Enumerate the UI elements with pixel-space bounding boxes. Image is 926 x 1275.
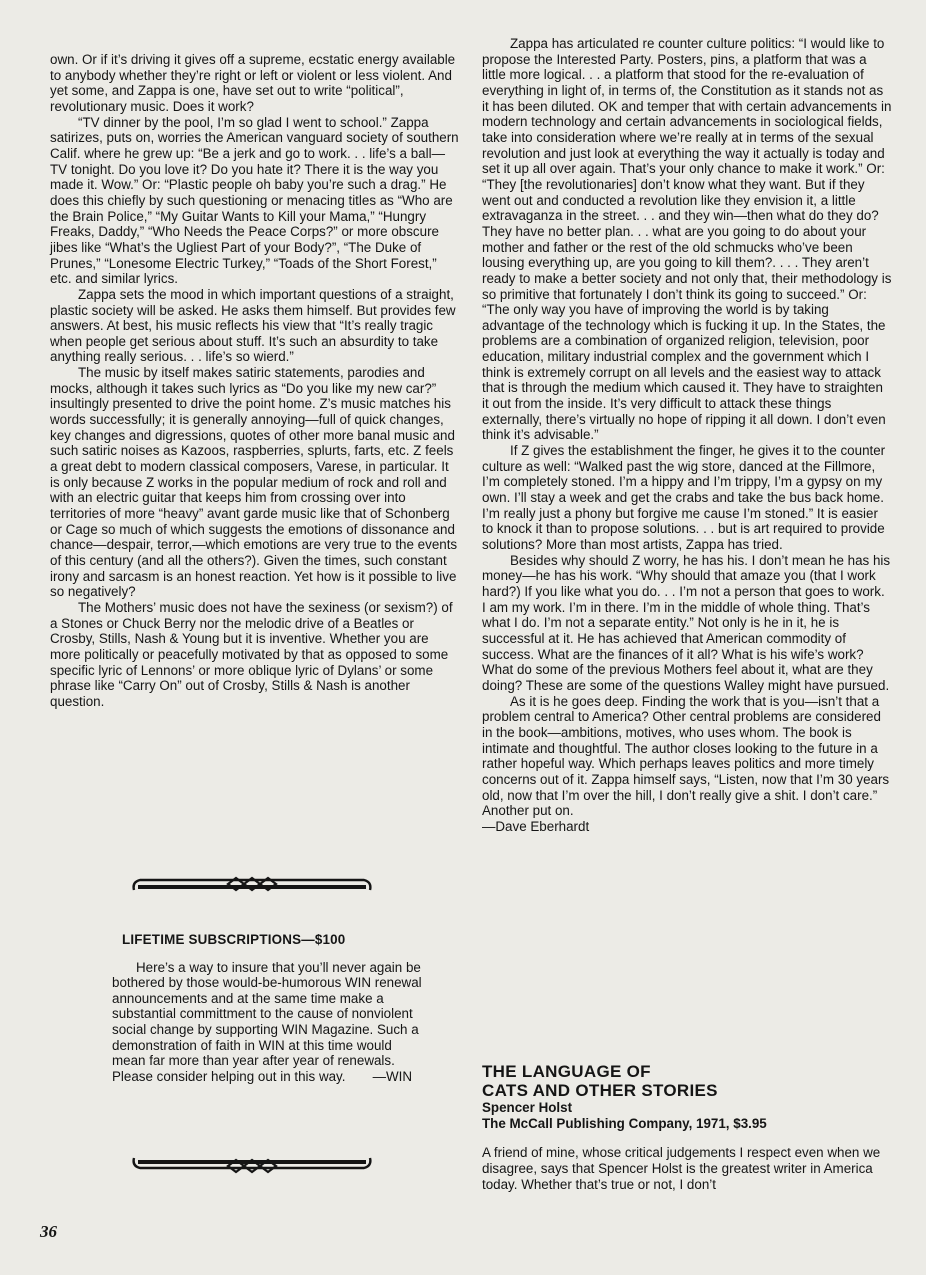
article-signature: —Dave Eberhardt [482,818,590,834]
ornament-divider-icon [128,868,376,898]
review-title-line-1: THE LANGUAGE OF [482,1062,651,1081]
left-paragraph: own. Or if it’s driving it gives off a supreme, ecstatic energy available to anybody whether they’re right or left or violent or less violent. And yet some, and Zappa is one, have set out to write “political”, revolutionary music. Does it work? [50,52,456,114]
left-paragraph: Zappa sets the mood in which important questions of a straight, plastic society will be asked. He asks them himself. But provides few answers. At best, his music reflects his view that “It’s really tragic when people get serious about stuff. It’s such an absurdity to take anything really serious. . . life’s so wierd.” [50,286,456,365]
right-paragraph: Besides why should Z worry, he has his. I don’t mean he has his money—he has his work. “Why should that amaze you (that I work hard?) If you like what you do. . . I’m not a person that goes to work. I am my work. I’m in there. I’m in the middle of whole thing. That’s what I do. I’m not a separate entity.” Not only is he in it, he is successful at it. He has achieved that American commodity of success. What are the finances of it all? What is his wife’s work? What do some of the previous Mothers feel about it, what are they doing? These are some of the questions Walley might have pursued. [482,552,891,693]
left-paragraph: “TV dinner by the pool, I’m so glad I went to school.” Zappa satirizes, puts on, worries the American vanguard society of southern Calif. where he grew up: “Be a jerk and go to work. . . life’s a ball—TV tonight. Do you love it? Do you hate it? There it is the way you made it. Wow.” Or: “Plastic people oh baby you’re such a drag.” He does this chiefly by such questioning or menacing titles as “Who are the Brain Police,” “My Guitar Wants to Kill your Mama,” “Hungry Freaks, Daddy,” “Who Needs the Peace Corps?” or more obscure jibes like “What’s the Ugliest Part of your Body?”, “The Duke of Prunes,” “Lonesome Electric Turkey,” “Toads of the Short Forest,” etc. and similar lyrics. [50,114,459,287]
review-body: A friend of mine, whose critical judgements I respect even when we disagree, says that Spencer Holst is the greatest writer in America today. Whether that’s true or not, I don’t [482,1145,881,1192]
left-paragraph: The Mothers’ music does not have the sexiness (or sexism?) of a Stones or Chuck Berry nor the melodic drive of a Beatles or Crosby, Stills, Nash & Young but it is inventive. Whether you are more politically or peacefully motivated by that as opposed to some specific lyric of Lennons’ or more oblique lyric of Dylans’ or some phrase like “Carry On” out of Crosby, Stills & Nash is another question. [50,599,453,709]
right-paragraph: If Z gives the establishment the finger, he gives it to the counter culture as well: “Walked past the wig store, danced at the Fillmore, I’m completely stoned. I’m a hippy and I’m trippy, I’m a gypsy on my own. I’ll stay a week and get the crabs and take the bus back home. I’m really just a phony but forgive me cause I’m stoned.” It is easier to knock it than to propose solutions. . . but is art required to provide solutions? More than most artists, Zappa has tried. [482,443,886,552]
subscription-signature: —WIN [372,1068,412,1084]
left-paragraph: The music by itself makes satiric statements, parodies and mocks, although it takes such lyrics as “Do you like my new car?” insultingly presented to drive the point home. Z’s music matches his words successfully; it is generally annoying—full of quick changes, key changes and digressions, quotes of other more banal music and such satiric noises as Kazoos, raspberries, splurts, farts, etc. Z feels a great debt to modern classical composers, Varese, in particular. It is only because Z works in the popular medium of rock and roll and with an electric guitar that keeps him from crossing over into territories of more “heavy” avant garde music like that of Schonberg or Cage so much of which suggests the emotions of dissonance and chance—despair, terror,—which emotions are very true to the events of this century (and all the others?). Given the times, such constant irony and sarcasm is an honest reaction. Yet how is it possible to live so negatively? [50,365,458,600]
review-title-line-2: CATS AND OTHER STORIES [482,1081,718,1100]
review-author: Spencer Holst [482,1100,573,1115]
right-paragraph: Zappa has articulated re counter culture politics: “I would like to propose the Interested Party. Posters, pins, a platform that was a little more logical. . . a platform that stood for the re-evaluation of everything in light of, in terms of, the Constitution as it stands not as it has been diluted. OK and temper that with certain advancements in modern technology and certain advancements in sociological fields, take into consideration where we’re really at in terms of the sexual revolution and just look at everything the way it actually is today and set it up all over again. That’s your only chance to make it work.” Or: “They [the revolutionaries] don’t know what they want. But if they went out and conducted a revolution like they envision it, a little extravaganza in the street. . . and they win—then what do they do? They have no better plan. . . what are you going to do about your mother and father or the rest of the old schmucks who’ve been lousing everything up, are you going to kill them?. . . . They aren’t ready to make a better society and not only that, their methodology is so primitive that fortunately I don’t think its going to succeed.” Or: “The only way you have of improving the world is by taking advantage of the technology which is fucking it up. In the States, the problems are a combination of organized religion, television, poor education, military industrial complex and the government which I think is extremely corrupt on all levels and the easiest way to attack that is through the medium which caused it. They have to straighten it out from the inside. It’s very difficult to attack these things externally, there’s virtually no hope of ripping it all down. I don’t even think it’s advisable.” [482,36,892,443]
left-column [50,52,460,710]
subscription-notice [112,932,422,1084]
subscription-body: Here’s a way to insure that you’ll never again be bothered by those would-be-humorous WIN renewal announcements and at the same time make a substantial committment to the cause of nonviolent social change by supporting WIN Magazine. Such a demonstration of faith in WIN at this time would mean far more than year after year of renewals. Please consider helping out in this way. [112,959,422,1084]
right-paragraph: As it is he goes deep. Finding the work that is you—isn’t that a problem central to America? Other central problems are considered in the book—ambitions, motives, who uses whom. The book is intimate and thoughtful. The author closes looking to the future in a rather hopeful way. Which perhaps leaves politics and more timely concerns out of it. Zappa himself says, “Listen, now that I’m 30 years old, now that I’m over the hill, I don’t really give a shit. I don’t care.” Another put on. [482,693,890,819]
page-number: 36 [40,1222,57,1241]
ornament-divider-icon [128,1150,376,1180]
book-review [482,1062,892,1206]
review-publisher: The McCall Publishing Company, 1971, $3.95 [482,1115,767,1131]
subscription-heading: LIFETIME SUBSCRIPTIONS—$100 [122,932,346,947]
subscription-text-block [112,960,422,1085]
right-column [482,36,892,834]
